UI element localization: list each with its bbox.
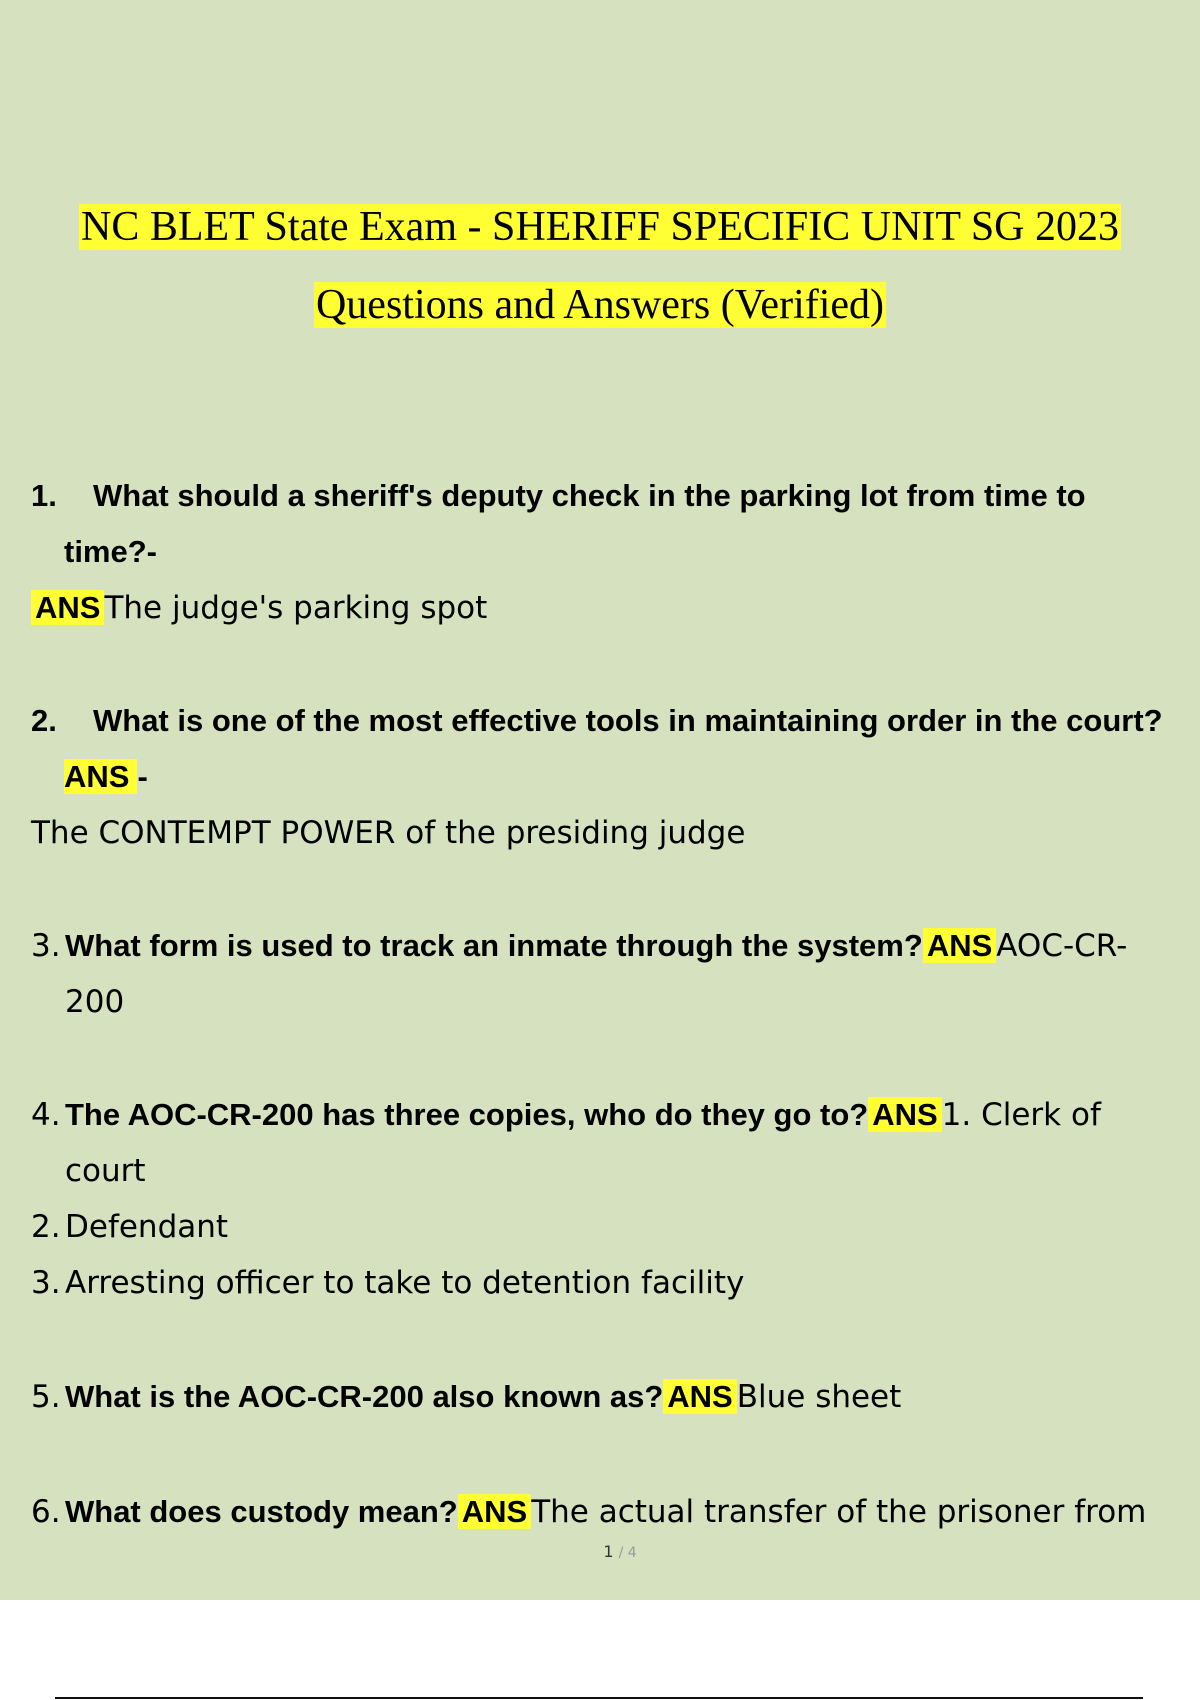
document-title <box>0 188 1200 344</box>
answer-text: The judge's parking spot <box>104 590 488 626</box>
item-number: 3. <box>31 1265 61 1301</box>
answer-1 <box>31 590 487 626</box>
question-number: 4. <box>31 1097 61 1133</box>
ans-label: ANS <box>663 1379 736 1414</box>
item-text: Defendant <box>65 1209 229 1245</box>
answer-text: 1. Clerk of <box>941 1097 1101 1133</box>
answer-text: AOC-CR- <box>996 928 1128 964</box>
answer-2 <box>31 815 745 851</box>
question-text: What is the AOC-CR-200 also known as? <box>65 1379 664 1414</box>
ans-label: ANS <box>64 759 137 794</box>
item-text: Arresting officer to take to detention facility <box>65 1265 745 1301</box>
answer-text: Blue sheet <box>736 1379 902 1415</box>
question-number: 2. <box>31 703 57 738</box>
answer-text: court <box>65 1153 146 1189</box>
question-5 <box>31 1379 901 1415</box>
ans-label: ANS <box>923 928 996 963</box>
question-text: What form is used to track an inmate through the system? <box>65 928 923 963</box>
title-line-1: NC BLET State Exam - SHERIFF SPECIFIC UNIT SG 2023 <box>80 204 1120 250</box>
question-text: The AOC-CR-200 has three copies, who do they go to? <box>65 1097 869 1132</box>
page-indicator <box>0 1542 1200 1561</box>
question-text: time?- <box>64 534 157 569</box>
question-6 <box>31 1494 1146 1530</box>
question-number: 1. <box>31 478 57 513</box>
question-text: What does custody mean? <box>65 1494 458 1529</box>
dash: - <box>137 759 148 794</box>
answer-3-continued <box>65 984 124 1020</box>
answer-text: 200 <box>65 984 125 1020</box>
question-1-continued <box>64 534 157 570</box>
item-number: 2. <box>31 1209 61 1245</box>
question-3 <box>31 928 1127 964</box>
question-text: What is one of the most effective tools in maintaining order in the court? <box>93 703 1163 738</box>
question-2 <box>31 703 1163 739</box>
question-text: What should a sheriff's deputy check in the parking lot from time to <box>93 478 1086 513</box>
question-2-ans-line <box>64 759 148 795</box>
page-divider <box>55 1697 1143 1699</box>
ans-label: ANS <box>868 1097 941 1132</box>
current-page: 1 <box>603 1542 614 1561</box>
question-number: 5. <box>31 1379 61 1415</box>
answer-4-continued <box>65 1153 146 1189</box>
answer-text: The CONTEMPT POWER of the presiding judge <box>31 815 746 851</box>
question-number: 3. <box>31 928 61 964</box>
question-4 <box>31 1097 1101 1133</box>
answer-text: The actual transfer of the prisoner from <box>531 1494 1147 1530</box>
total-pages: / 4 <box>618 1545 637 1561</box>
ans-label: ANS <box>31 590 104 625</box>
answer-4-item-2 <box>31 1209 228 1245</box>
question-number: 6. <box>31 1494 61 1530</box>
question-1 <box>31 478 1086 514</box>
answer-4-item-3 <box>31 1265 744 1301</box>
ans-label: ANS <box>458 1494 531 1529</box>
title-line-2: Questions and Answers (Verified) <box>315 282 885 328</box>
